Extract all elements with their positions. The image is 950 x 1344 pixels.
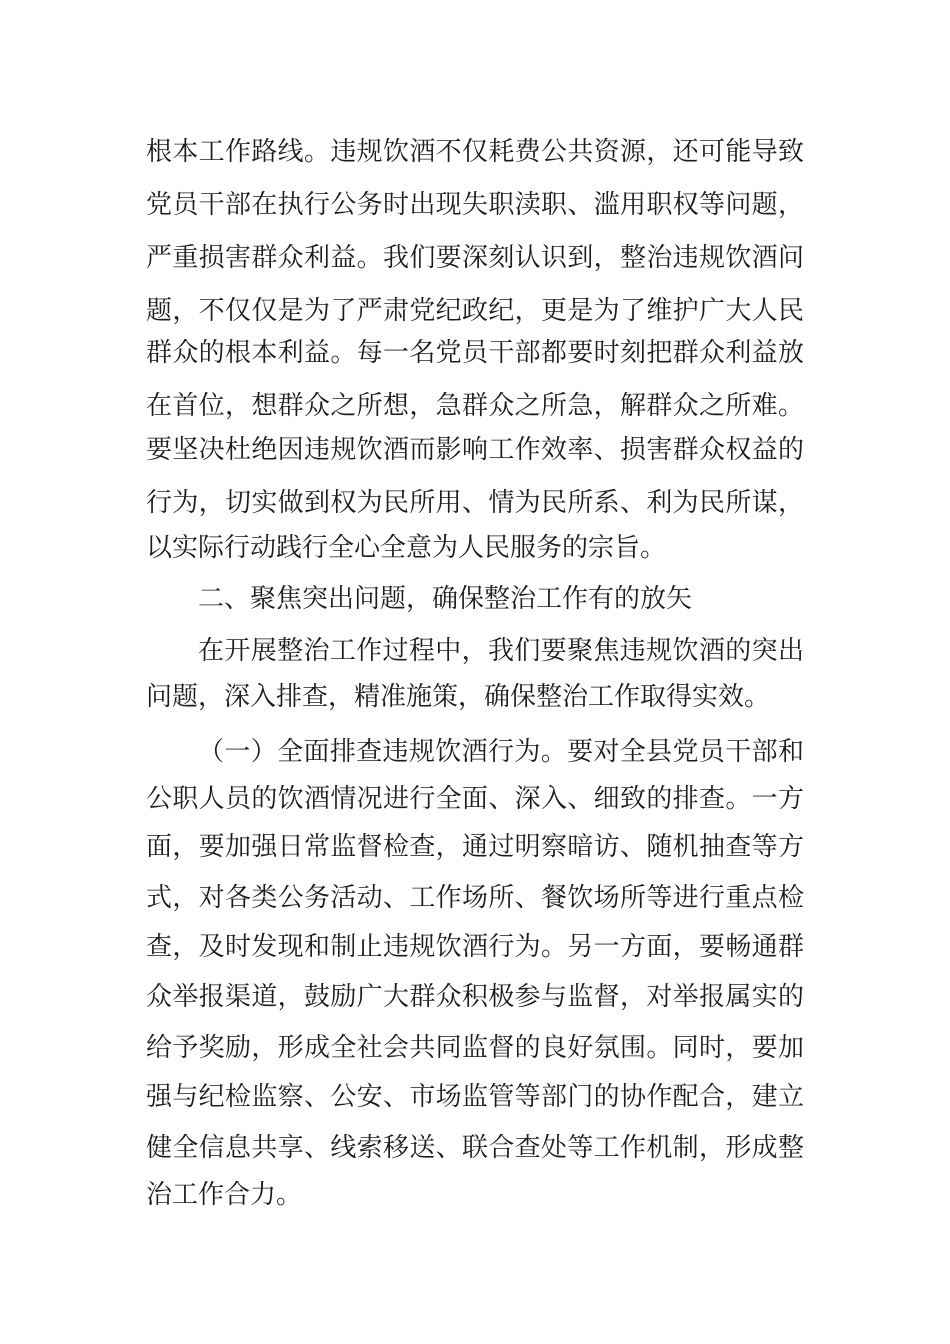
section-heading: 二、聚焦突出问题，确保整治工作有的放矢: [198, 584, 693, 614]
text-line: 在开展整治工作过程中，我们要聚焦违规饮酒的突出: [198, 636, 804, 666]
text-line: 群众的根本利益。每一名党员干部都要时刻把群众利益放: [146, 338, 804, 368]
text-line: 式，对各类公务活动、工作场所、餐饮场所等进行重点检: [146, 883, 804, 913]
text-line: 根本工作路线。违规饮酒不仅耗费公共资源，还可能导致: [146, 137, 804, 167]
text-line: 问题，深入排查，精准施策，确保整治工作取得实效。: [146, 682, 771, 712]
text-line: 公职人员的饮酒情况进行全面、深入、细致的排查。一方: [146, 784, 804, 814]
text-line: 要坚决杜绝因违规饮酒而影响工作效率、损害群众权益的: [146, 435, 804, 465]
text-line: 健全信息共享、线索移送、联合查处等工作机制，形成整: [146, 1133, 804, 1163]
subsection-heading: （一）全面排查违规饮酒行为。要对全县党员干部和: [198, 737, 804, 767]
text-line: 给予奖励，形成全社会共同监督的良好氛围。同时，要加: [146, 1033, 804, 1063]
text-line: 面，要加强日常监督检查，通过明察暗访、随机抽查等方: [146, 832, 804, 862]
text-line: 以实际行动践行全心全意为人民服务的宗旨。: [146, 533, 667, 563]
text-line: 众举报渠道，鼓励广大群众积极参与监督，对举报属实的: [146, 982, 804, 1012]
text-line: 治工作合力。: [146, 1180, 303, 1210]
text-line: 行为，切实做到权为民所用、情为民所系、利为民所谋，: [146, 488, 804, 518]
text-line: 查，及时发现和制止违规饮酒行为。另一方面，要畅通群: [146, 932, 804, 962]
text-line: 题，不仅仅是为了严肃党纪政纪，更是为了维护广大人民: [146, 296, 804, 326]
text-line: 强与纪检监察、公安、市场监管等部门的协作配合，建立: [146, 1082, 804, 1112]
text-line: 党员干部在执行公务时出现失职渎职、滥用职权等问题，: [146, 190, 804, 220]
text-line: 在首位，想群众之所想，急群众之所急，解群众之所难。: [146, 391, 804, 421]
text-line: 严重损害群众利益。我们要深刻认识到，整治违规饮酒问: [146, 243, 804, 273]
